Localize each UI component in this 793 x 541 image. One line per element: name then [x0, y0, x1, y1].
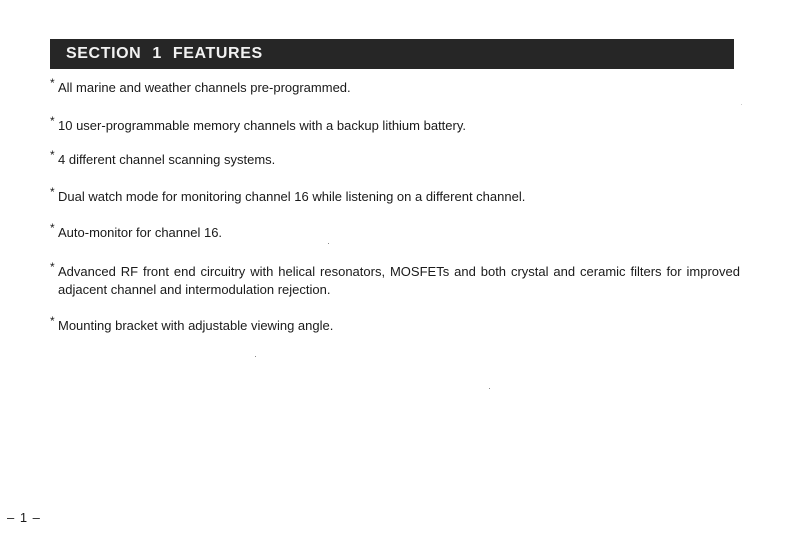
page-number: – 1 – [7, 510, 41, 525]
section-title: SECTION 1 FEATURES [66, 45, 263, 62]
feature-item [50, 221, 740, 242]
feature-text: 4 different channel scanning systems. [58, 152, 276, 167]
scan-speck [255, 356, 256, 357]
section-header [50, 39, 734, 69]
bullet-asterisk: * [50, 148, 55, 162]
feature-item [50, 76, 740, 97]
bullet-asterisk: * [50, 260, 55, 274]
scan-speck [328, 243, 329, 244]
scan-speck [489, 388, 490, 389]
feature-text: Dual watch mode for monitoring channel 16 while listening on a different channel. [58, 189, 526, 204]
feature-text: Advanced RF front end circuitry with helical resonators, MOSFETs and both crystal and ceramic filters for improved adjacent channel and intermodulation rejection. [58, 264, 740, 297]
feature-text: Auto-monitor for channel 16. [58, 225, 223, 240]
bullet-asterisk: * [50, 314, 55, 328]
feature-text: All marine and weather channels pre-programmed. [58, 80, 351, 95]
bullet-asterisk: * [50, 221, 55, 235]
feature-item [50, 114, 740, 135]
bullet-asterisk: * [50, 185, 55, 199]
feature-item [50, 314, 740, 335]
feature-text: 10 user-programmable memory channels with a backup lithium battery. [58, 118, 466, 133]
bullet-asterisk: * [50, 76, 55, 90]
scan-speck [741, 104, 742, 105]
feature-text: Mounting bracket with adjustable viewing angle. [58, 318, 334, 333]
bullet-asterisk: * [50, 114, 55, 128]
feature-item [50, 185, 740, 206]
feature-item [50, 148, 740, 169]
feature-item [50, 260, 740, 299]
